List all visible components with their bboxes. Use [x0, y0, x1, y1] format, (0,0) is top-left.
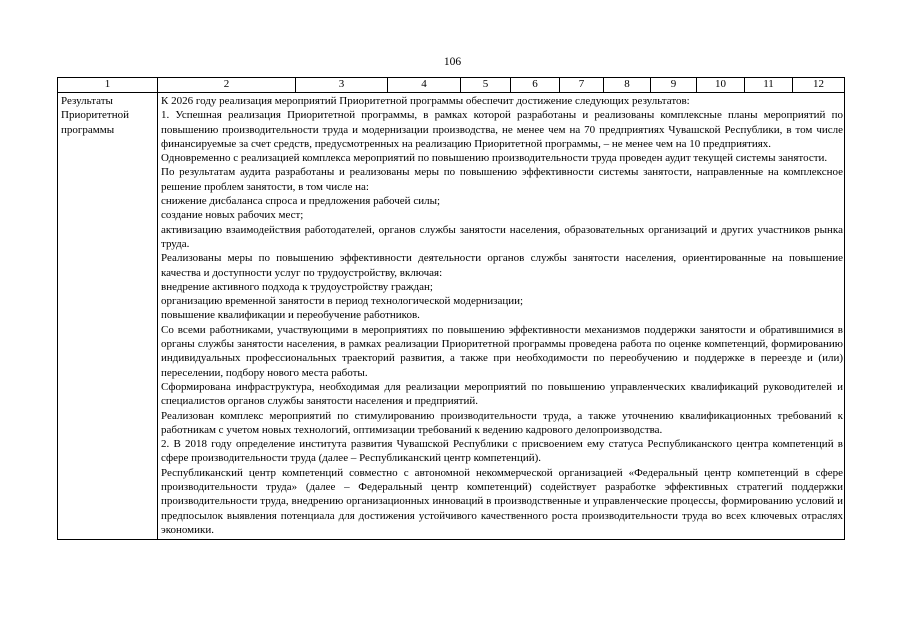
column-header: 12	[793, 78, 845, 93]
column-header: 1	[58, 78, 158, 93]
column-header: 7	[560, 78, 604, 93]
column-header: 3	[296, 78, 388, 93]
paragraph: Реализованы меры по повышению эффективности деятельности органов службы занятости населения, ориентированные на повышение качества и доступности услуг по трудоустройству, включая:	[161, 252, 843, 279]
paragraph: Реализован комплекс мероприятий по стимулированию производительности труда, а также уточнению квалификационных требований к работникам с учетом новых технологий, оптимизации требований к ведению кадрового делопроизводства.	[161, 409, 843, 436]
paragraph: внедрение активного подхода к трудоустройству граждан;	[161, 280, 433, 293]
column-header: 2	[158, 78, 296, 93]
column-header: 9	[651, 78, 697, 93]
paragraph: повышение квалификации и переобучение работников.	[161, 309, 420, 322]
paragraph: К 2026 году реализация мероприятий Приоритетной программы обеспечит достижение следующих результатов:	[161, 95, 690, 107]
results-content	[158, 93, 845, 540]
page-number: 106	[443, 56, 462, 68]
paragraph: создание новых рабочих мест;	[161, 209, 304, 222]
column-number-row	[58, 78, 845, 93]
program-table	[57, 77, 845, 540]
results-row	[58, 93, 845, 540]
column-header: 5	[461, 78, 511, 93]
column-header: 11	[745, 78, 793, 93]
paragraph: Республиканский центр компетенций совместно с автономной некоммерческой организацией «Федеральный центр компетенций в сфере производительности труда» (далее – Федеральный центр компетенций) содействует разработке эффективных стратегий поддержки производительности труда, внедрению организационных инноваций в производственные и управленческие процессы, формированию условий и предпосылок выявления потенциала для достижения устойчивого качественного роста производительности труда во всех ключевых отраслях экономики.	[161, 466, 843, 536]
paragraph: активизацию взаимодействия работодателей, органов службы занятости населения, образовательных организаций и других участников рынка труда.	[161, 223, 843, 250]
row-label: Результаты Приоритетной программы	[58, 93, 158, 540]
paragraph: организацию временной занятости в период технологической модернизации;	[161, 295, 524, 308]
paragraph: Одновременно с реализацией комплекса мероприятий по повышению производительности труда проведен аудит текущей системы занятости.	[161, 152, 828, 165]
column-header: 8	[604, 78, 651, 93]
column-header: 6	[511, 78, 560, 93]
paragraph: Со всеми работниками, участвующими в мероприятиях по повышению эффективности механизмов поддержки занятости и обратившимися в органы службы занятости населения, в рамках реализации Приоритетной программы проведена работа по оценке компетенций, формированию индивидуальных профессиональных траекторий развития, а также при необходимости по переобучению и поддержке в переезде и (или) переселении, подбору нового места работы.	[161, 323, 843, 379]
column-header: 10	[697, 78, 745, 93]
paragraph: Сформирована инфраструктура, необходимая для реализации мероприятий по повышению управленческих квалификаций руководителей и специалистов органов службы занятости населения и предприятий.	[161, 380, 843, 408]
paragraph: 1. Успешная реализация Приоритетной программы, в рамках которой разработаны и реализованы комплексные планы мероприятий по повышению производительности труда и модернизации производства, не менее чем на 70 предприятиях Чувашской Республики, в том числе финансируемые за счет средств, предусмотренных на реализацию Приоритетной программы, – не менее чем на 10 предприятиях.	[161, 109, 843, 150]
paragraph: По результатам аудита разработаны и реализованы меры по повышению эффективности системы занятости, направленные на комплексное решение проблем занятости, в том числе на:	[161, 166, 843, 193]
column-header: 4	[388, 78, 461, 93]
paragraph: 2. В 2018 году определение института развития Чувашской Республики с присвоением ему статуса Республиканского центра компетенций в сфере производительности труда (далее – Республиканский центр компетенций).	[161, 438, 843, 465]
paragraph: снижение дисбаланса спроса и предложения рабочей силы;	[161, 195, 441, 208]
